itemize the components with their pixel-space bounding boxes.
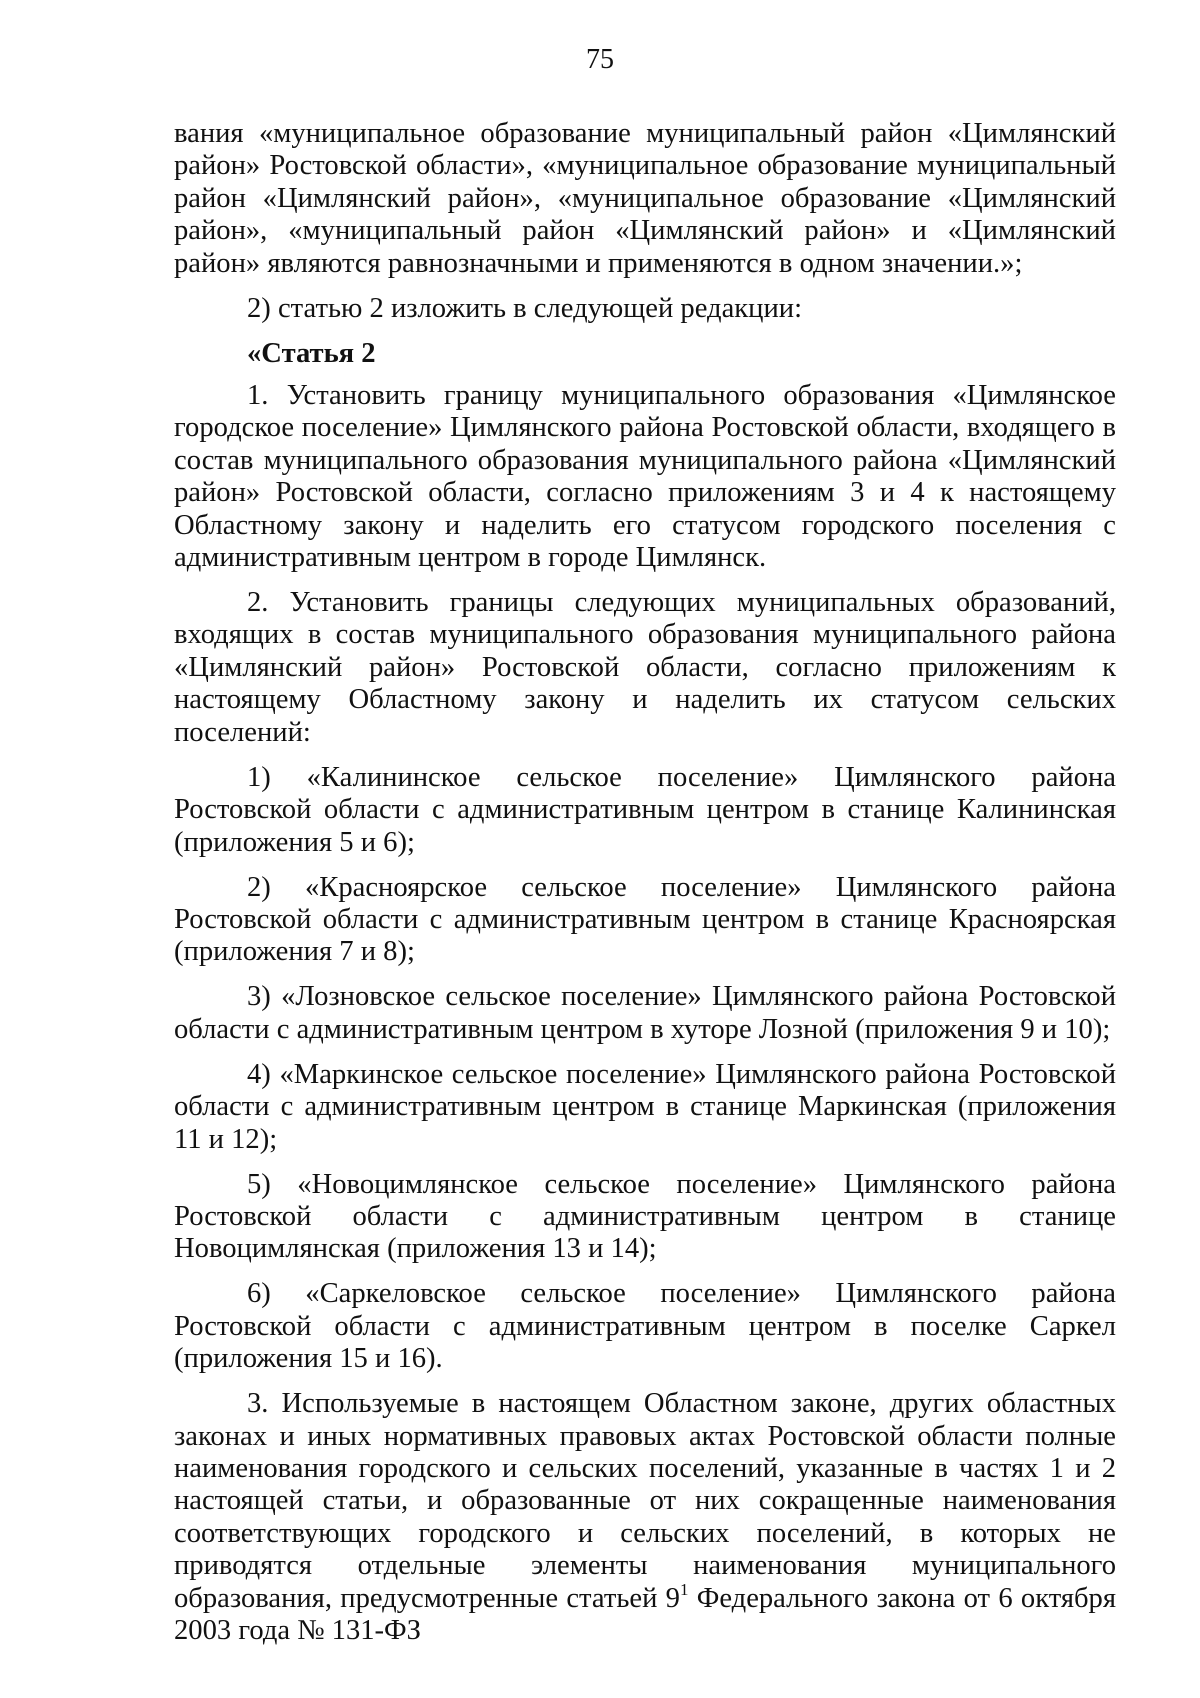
article-heading: «Статья 2 xyxy=(247,337,376,369)
paragraph-continuation: вания «муниципальное образование муниципальный район «Цимлянский район» Ростовской области», «муниципальное образование муниципальный район «Цимлянский район», «муниципальное образование «Цимлянский район», «муниципальный район «Цимлянский район» и «Цимлянский район» являются равнозначными и применяются в одном значении.»; xyxy=(174,118,1116,279)
list-item-krasnoyarskoe: 2) «Красноярское сельское поселение» Цимлянского района Ростовской области с административным центром в станице Красноярская (приложения 7 и 8); xyxy=(174,871,1116,968)
paragraph-part-3-text: 3. Используемые в настоящем Областном законе, других областных законах и иных нормативных правовых актах Ростовской области полные наименования городского и сельских поселений, указанные в частях 1 и 2 настоящей статьи, и образованные от них сокращенные наименования соответствующих городского и сельских поселений, в которых не приводятся отдельные элементы наименования муниципального образования, предусмотренные статьей 9 xyxy=(174,1388,1116,1614)
paragraph-part-2: 2. Установить границы следующих муниципальных образований, входящих в состав муниципального образования муниципального района «Цимлянский район» Ростовской области, согласно приложениям к настоящему Областному закону и наделить их статусом сельских поселений: xyxy=(174,587,1116,748)
list-item-sarkelovskoe: 6) «Саркеловское сельское поселение» Цимлянского района Ростовской области с административным центром в поселке Саркел (приложения 15 и 16). xyxy=(174,1278,1116,1375)
paragraph-part-1: 1. Установить границу муниципального образования «Цимлянское городское поселение» Цимлянского района Ростовской области, входящего в состав муниципального образования муниципального района «Цимлянский район» Ростовской области, согласно приложениям 3 и 4 к настоящему Областному закону и наделить его статусом городского поселения с административным центром в городе Цимлянск. xyxy=(174,380,1116,574)
superscript-index: 1 xyxy=(679,1579,689,1599)
page-number: 75 xyxy=(586,44,614,75)
list-item-markinskoe: 4) «Маркинское сельское поселение» Цимлянского района Ростовской области с административным центром в станице Маркинская (приложения 11 и 12); xyxy=(174,1058,1116,1155)
document-body xyxy=(174,118,1116,1660)
paragraph-part-3 xyxy=(174,1388,1116,1647)
paragraph-part-3-tail: Федерального закона от 6 октября 2003 года № 131-ФЗ xyxy=(174,1582,1116,1646)
paragraph-amendment-item: 2) статью 2 изложить в следующей редакции: xyxy=(247,292,803,324)
list-item-kalininskoe: 1) «Калининское сельское поселение» Цимлянского района Ростовской области с административным центром в станице Калининская (приложения 5 и 6); xyxy=(174,761,1116,858)
list-item-loznovskoe: 3) «Лозновское сельское поселение» Цимлянского района Ростовской области с административным центром в хуторе Лозной (приложения 9 и 10); xyxy=(174,981,1116,1045)
list-item-novotsimlyanskoe: 5) «Новоцимлянское сельское поселение» Цимлянского района Ростовской области с административным центром в станице Новоцимлянская (приложения 13 и 14); xyxy=(174,1168,1116,1265)
